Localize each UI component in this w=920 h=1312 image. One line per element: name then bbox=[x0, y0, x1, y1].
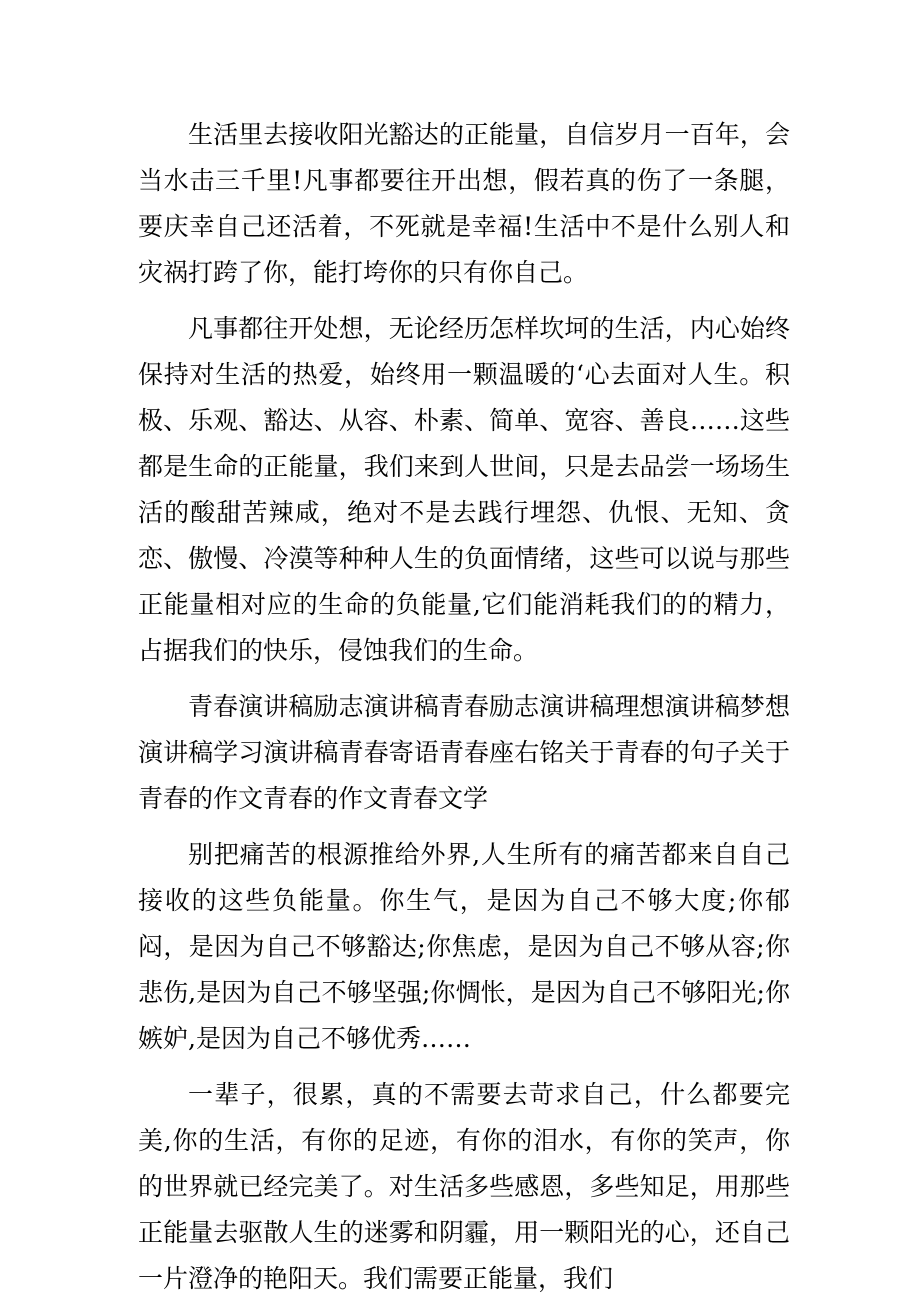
paragraph-2: 凡事都往开处想，无论经历怎样坎坷的生活，内心始终保持对生活的热爱，始终用一颗温暖的‘心去面对人生。积极、乐观、豁达、从容、朴素、简单、宽容、善良……这些都是生命的正能量，我们来到人世间，只是去品尝一场场生活的酸甜苦辣咸，绝对不是去践行埋怨、仇恨、无知、贪恋、傲慢、冷漠等种种人生的负面情绪，这些可以说与那些正能量相对应的生命的负能量,它们能消耗我们的的精力，占据我们的快乐，侵蚀我们的生命。 bbox=[138, 314, 790, 665]
paragraph-4: 别把痛苦的根源推给外界,人生所有的痛苦都来自自己接收的这些负能量。你生气，是因为自己不够大度;你郁闷，是因为自己不够豁达;你焦虑，是因为自己不够从容;你悲伤,是因为自己不够坚强;你惆怅，是因为自己不够阳光;你嫉妒,是因为自己不够优秀…… bbox=[138, 840, 790, 1053]
paragraph-3: 青春演讲稿励志演讲稿青春励志演讲稿理想演讲稿梦想演讲稿学习演讲稿青春寄语青春座右铭关于青春的句子关于青春的作文青春的作文青春文学 bbox=[138, 692, 790, 813]
paragraph-5: 一辈子，很累，真的不需要去苛求自己，什么都要完美,你的生活，有你的足迹，有你的泪水，有你的笑声，你的世界就已经完美了。对生活多些感恩，多些知足，用那些正能量去驱散人生的迷雾和阴霾，用一颗阳光的心，还自己一片澄净的艳阳天。我们需要正能量，我们 bbox=[138, 1080, 790, 1293]
document-body bbox=[138, 112, 790, 1312]
paragraph-1: 生活里去接收阳光豁达的正能量，自信岁月一百年，会当水击三千里!凡事都要往开出想，假若真的伤了一条腿，要庆幸自己还活着，不死就是幸福!生活中不是什么别人和灾祸打跨了你，能打垮你的只有你自己。 bbox=[138, 120, 790, 287]
